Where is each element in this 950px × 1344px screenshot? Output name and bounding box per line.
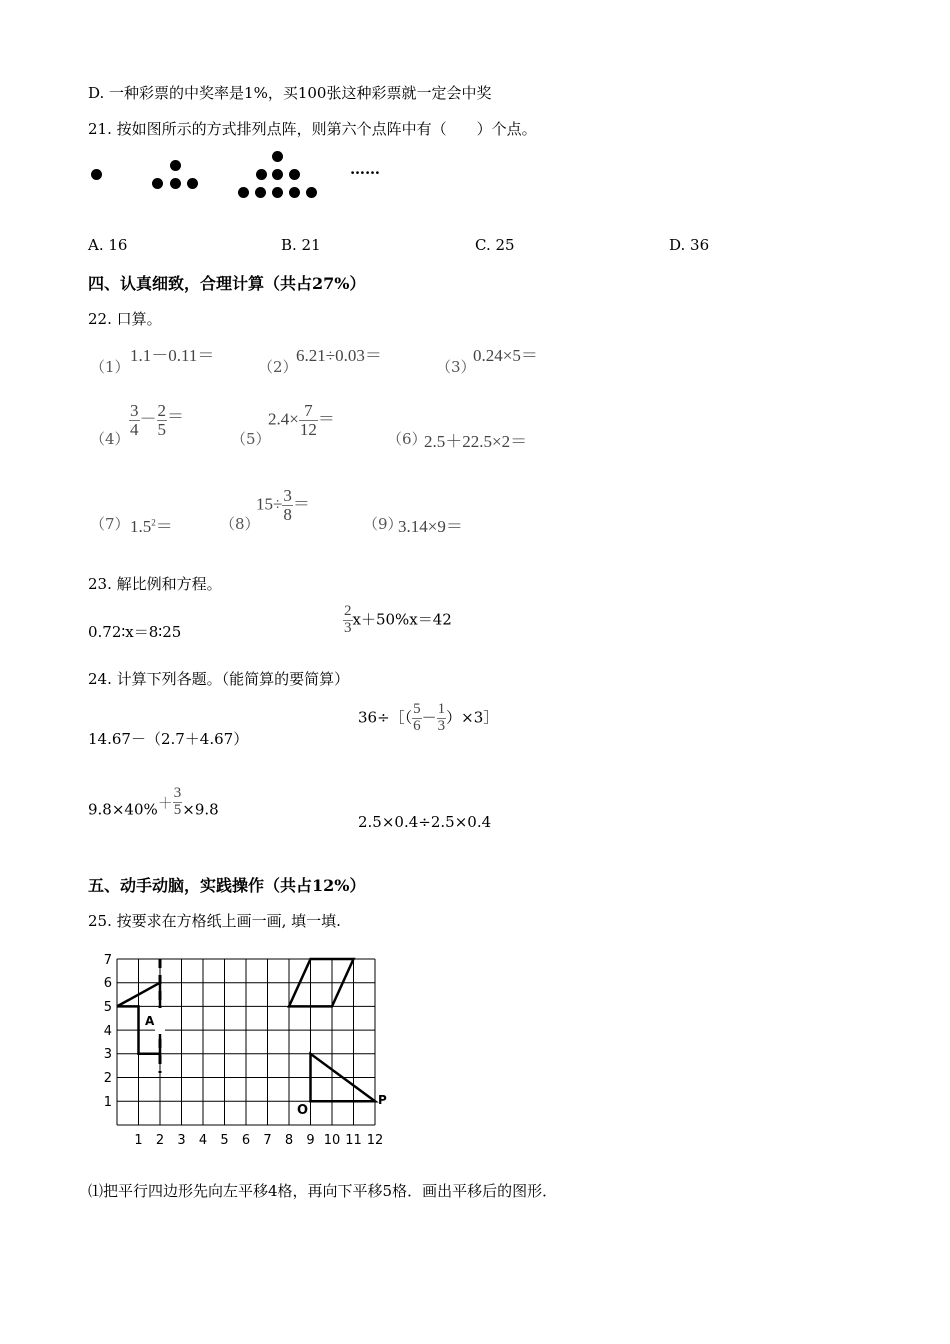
y-axis-label: 6 [103, 976, 112, 991]
q22-5-label: （5） [231, 430, 271, 448]
q22-6-expr: 2.5＋22.5×2＝ [424, 432, 528, 451]
q22-4-expr: $\frac{3}{4}$ － $\frac{2}{5}$ ＝ [130, 401, 184, 439]
dot [272, 169, 283, 180]
fraction: $\frac{7}{12}$ [299, 401, 317, 439]
q20-option-d: D. 一种彩票的中奖率是1%，买100张这种彩票就一定会中奖 [88, 84, 492, 102]
dot [289, 169, 300, 180]
q21-option-b: B. 21 [281, 236, 321, 254]
q24-expr-3: 9.8×40%＋ $\frac{3}{5}$ ×9.8 [88, 785, 219, 819]
dot [170, 160, 181, 171]
label-p: P [378, 1093, 387, 1107]
y-axis-label: 7 [103, 953, 112, 968]
dot [238, 187, 249, 198]
x-axis-label: 12 [366, 1133, 384, 1148]
q21-stem: 21. 按如图所示的方式排列点阵，则第六个点阵中有（ ）个点。 [88, 120, 537, 138]
q22-4-label: （4） [90, 430, 130, 448]
q21-option-a: A. 16 [88, 236, 128, 254]
fraction: $\frac{2}{3}$ [344, 603, 352, 636]
q23-eq2: $\frac{2}{3}$ x＋50%x＝42 [344, 603, 452, 636]
x-axis-label: 6 [241, 1133, 251, 1148]
q25-stem: 25. 按要求在方格纸上画一画, 填一填. [88, 912, 341, 930]
dot [272, 151, 283, 162]
fraction: $\frac{2}{5}$ [157, 401, 166, 439]
x-axis-label: 7 [263, 1133, 272, 1148]
q22-3-label: （3） [436, 358, 476, 376]
x-axis-label: 8 [284, 1133, 294, 1148]
label-o: O [297, 1103, 309, 1118]
x-axis-label: 4 [198, 1133, 208, 1148]
q23-eq1: 0.72∶x＝8∶25 [88, 623, 182, 641]
q22-3-expr: 0.24×5＝ [473, 346, 538, 365]
q22-7-label: （7） [90, 515, 130, 533]
q22-8-expr: 15÷ $\frac{3}{8}$ ＝ [256, 486, 310, 524]
x-axis-label: 5 [220, 1133, 229, 1148]
y-axis-label: 3 [103, 1047, 112, 1062]
x-axis-label: 3 [177, 1133, 186, 1148]
q22-1-expr: 1.1－0.11＝ [130, 346, 215, 365]
q22-2-label: （2） [258, 358, 298, 376]
x-axis-label: 10 [323, 1133, 341, 1148]
label-a: A [145, 1014, 155, 1028]
q22-8-label: （8） [220, 515, 260, 533]
q25-sub1: ⑴把平行四边形先向左平移4格，再向下平移5格．画出平移后的图形． [88, 1182, 558, 1200]
dot [272, 187, 283, 198]
y-axis-label: 4 [103, 1024, 112, 1039]
q22-9-label: （9） [363, 515, 403, 533]
x-axis-label: 9 [306, 1133, 315, 1148]
fraction: $\frac{3}{5}$ [173, 785, 182, 818]
section-5-title: 五、动手动脑，实践操作（共占12%） [88, 876, 366, 895]
y-axis-label: 5 [103, 1000, 112, 1015]
fraction: $\frac{1}{3}$ [437, 701, 446, 734]
q24-expr-2: 36÷［（ $\frac{5}{6}$ － $\frac{1}{3}$ ）×3］ [358, 701, 499, 734]
dot [289, 187, 300, 198]
x-axis-label: 1 [134, 1133, 143, 1148]
q24-stem: 24. 计算下列各题。（能简算的要简算） [88, 670, 350, 688]
q21-option-d: D. 36 [669, 236, 710, 254]
x-axis-label: 11 [345, 1133, 362, 1148]
section-4-title: 四、认真细致，合理计算（共占27%） [88, 274, 366, 293]
dot [152, 178, 163, 189]
y-axis-label: 2 [103, 1071, 112, 1086]
q22-9-expr: 3.14×9＝ [398, 517, 463, 536]
x-axis-label: 2 [155, 1133, 165, 1148]
q24-expr-1: 14.67－（2.7＋4.67） [88, 730, 249, 748]
q22-7-expr: $1.5^2=$ [130, 517, 173, 536]
q22-6-label: （6） [387, 430, 427, 448]
dot [306, 187, 317, 198]
q21-option-c: C. 25 [475, 236, 515, 254]
dot [255, 187, 266, 198]
dot [170, 178, 181, 189]
fraction: $\frac{3}{8}$ [283, 486, 292, 524]
fraction: $\frac{5}{6}$ [413, 701, 421, 734]
q22-1-label: （1） [90, 358, 130, 376]
dot-pattern-ellipsis: …… [350, 160, 380, 178]
q22-stem: 22. 口算。 [88, 310, 162, 328]
y-axis-label: 1 [103, 1095, 112, 1110]
axis-gap [155, 1008, 165, 1034]
q22-5-expr: 2.4× $\frac{7}{12}$ ＝ [268, 401, 335, 439]
dot [256, 169, 267, 180]
q24-expr-4: 2.5×0.4÷2.5×0.4 [358, 813, 492, 831]
q23-stem: 23. 解比例和方程。 [88, 575, 222, 593]
fraction: $\frac{3}{4}$ [130, 401, 139, 439]
q22-2-expr: 6.21÷0.03＝ [296, 346, 382, 365]
grid-figure [98, 948, 398, 1153]
dot [91, 169, 102, 180]
dot [187, 178, 198, 189]
